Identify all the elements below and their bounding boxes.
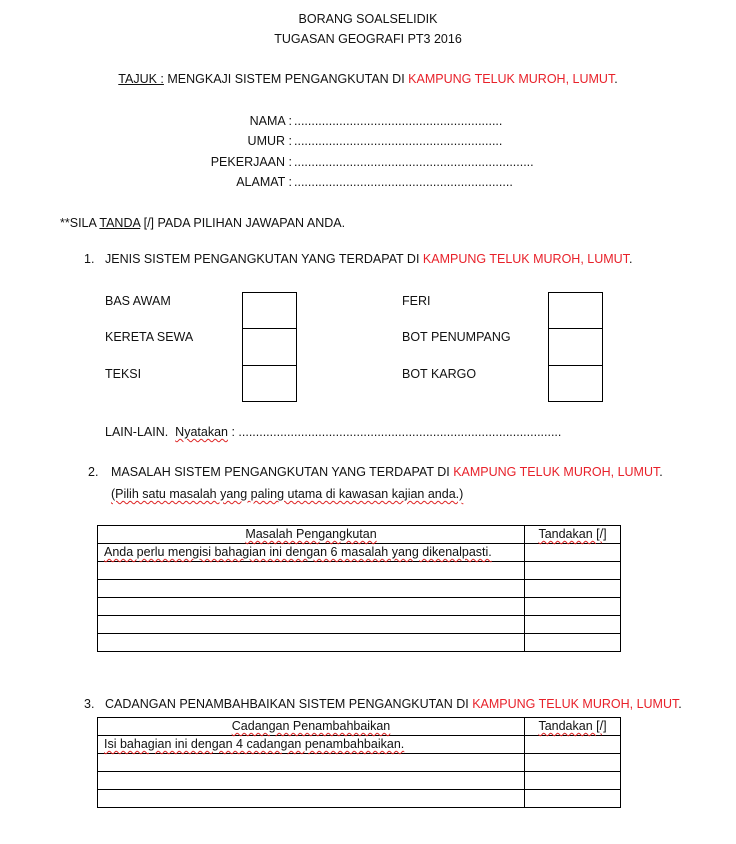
table-row (98, 544, 621, 562)
q3-row-1-text[interactable]: Isi bahagian ini dengan 4 cadangan penambahbaikan. (98, 736, 525, 754)
q2-heading (111, 465, 663, 479)
q3-number: 3. (84, 697, 95, 711)
option-teksi: TEKSI (105, 367, 142, 381)
form-title: BORANG SOALSELIDIK (298, 12, 438, 26)
instruction-prefix: **SILA (60, 216, 100, 230)
table-row (98, 580, 621, 598)
q3-end: . (678, 697, 682, 711)
table-row (98, 736, 621, 754)
q3-heading (105, 697, 682, 711)
table-header-row (98, 526, 621, 544)
topic-label: TAJUK : (118, 72, 164, 86)
q3-row-2-text[interactable] (98, 754, 525, 772)
q2-row-2-text[interactable] (98, 562, 525, 580)
q2-row-3-text[interactable] (98, 580, 525, 598)
field-umur-dots[interactable]: ............................................................ (294, 134, 503, 148)
q3-location: KAMPUNG TELUK MUROH, LUMUT (472, 697, 679, 711)
form-subtitle: TUGASAN GEOGRAFI PT3 2016 (274, 32, 462, 46)
checkbox-bas-awam[interactable] (242, 292, 297, 329)
q3-row-3-mark[interactable] (525, 772, 621, 790)
table-row (98, 562, 621, 580)
q1-heading (105, 252, 632, 266)
checkbox-teksi[interactable] (242, 365, 297, 402)
q2-col2-header: Tandakan [/] (525, 526, 621, 544)
checkbox-bot-kargo[interactable] (548, 365, 603, 402)
field-pekerjaan-label: PEKERJAAN : (210, 155, 292, 169)
instruction-line (60, 216, 345, 230)
table-row (98, 634, 621, 652)
q3-row-3-text[interactable] (98, 772, 525, 790)
checkbox-bot-penumpang[interactable] (548, 328, 603, 366)
topic-line (0, 72, 736, 86)
instruction-rest: [/] PADA PILIHAN JAWAPAN ANDA. (140, 216, 346, 230)
table-header-row (98, 718, 621, 736)
q2-row-4-text[interactable] (98, 598, 525, 616)
checkbox-feri[interactable] (548, 292, 603, 329)
field-nama-label: NAMA : (249, 114, 292, 128)
q2-row-5-text[interactable] (98, 616, 525, 634)
q2-row-5-mark[interactable] (525, 616, 621, 634)
other-label: LAIN-LAIN. (105, 425, 169, 439)
topic-location: KAMPUNG TELUK MUROH, LUMUT (408, 72, 615, 86)
q3-col2-header: Tandakan [/] (525, 718, 621, 736)
q2-row-6-text[interactable] (98, 634, 525, 652)
field-alamat-dots[interactable]: ............................................................... (294, 175, 513, 189)
table-row (98, 772, 621, 790)
q2-note-text: (Pilih satu masalah yang paling utama di kawasan kajian anda.) (111, 487, 464, 501)
table-row (98, 790, 621, 808)
q1-number: 1. (84, 252, 95, 266)
topic-end: . (614, 72, 618, 86)
field-nama-dots[interactable]: ............................................................ (294, 114, 503, 128)
q2-location: KAMPUNG TELUK MUROH, LUMUT (453, 465, 660, 479)
q2-table (97, 525, 621, 652)
q2-note (111, 487, 463, 501)
q2-number: 2. (88, 465, 99, 479)
q1-location: KAMPUNG TELUK MUROH, LUMUT (422, 252, 629, 266)
other-dots[interactable]: : ............................................................................................. (227, 425, 562, 439)
q2-row-1-mark[interactable] (525, 544, 621, 562)
q2-row-2-mark[interactable] (525, 562, 621, 580)
q3-row-1-mark[interactable] (525, 736, 621, 754)
field-umur-label: UMUR : (247, 134, 292, 148)
topic-text: MENGKAJI SISTEM PENGANGKUTAN DI (163, 72, 409, 86)
q1-other-line (105, 425, 561, 439)
q3-row-2-mark[interactable] (525, 754, 621, 772)
option-bot-penumpang: BOT PENUMPANG (402, 330, 511, 344)
q1-text: JENIS SISTEM PENGANGKUTAN YANG TERDAPAT DI (105, 252, 423, 266)
q2-row-6-mark[interactable] (525, 634, 621, 652)
q2-end: . (659, 465, 663, 479)
table-row (98, 754, 621, 772)
table-row (98, 598, 621, 616)
option-bot-kargo: BOT KARGO (402, 367, 477, 381)
q3-text: CADANGAN PENAMBAHBAIKAN SISTEM PENGANGKUTAN DI (105, 697, 473, 711)
option-bas-awam: BAS AWAM (105, 294, 171, 308)
option-feri: FERI (402, 294, 431, 308)
field-alamat-label: ALAMAT : (236, 175, 292, 189)
q1-end: . (628, 252, 633, 266)
q3-table (97, 717, 621, 808)
table-row (98, 616, 621, 634)
q2-row-4-mark[interactable] (525, 598, 621, 616)
field-pekerjaan-dots[interactable]: ..................................................................... (294, 155, 534, 169)
q2-row-3-mark[interactable] (525, 580, 621, 598)
q3-row-4-text[interactable] (98, 790, 525, 808)
q3-row-4-mark[interactable] (525, 790, 621, 808)
q2-col1-header: Masalah Pengangkutan (98, 526, 525, 544)
other-word: Nyatakan (175, 425, 228, 439)
q3-col1-header: Cadangan Penambahbaikan (98, 718, 525, 736)
checkbox-kereta-sewa[interactable] (242, 328, 297, 366)
instruction-word: TANDA (99, 216, 141, 230)
q2-row-1-text[interactable]: Anda perlu mengisi bahagian ini dengan 6 masalah yang dikenalpasti. (98, 544, 525, 562)
q2-text: MASALAH SISTEM PENGANGKUTAN YANG TERDAPAT DI (111, 465, 454, 479)
option-kereta-sewa: KERETA SEWA (105, 330, 194, 344)
